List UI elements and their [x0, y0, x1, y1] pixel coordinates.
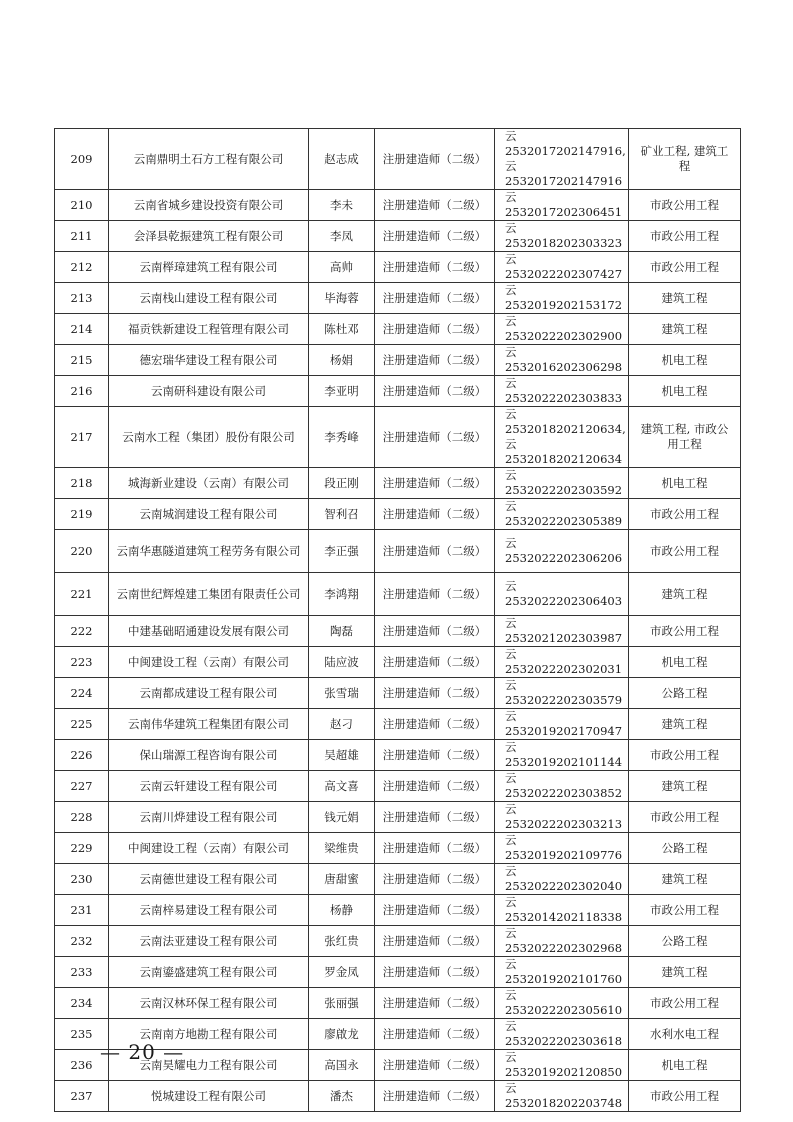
certificate-number-line: 云 2532017202306451 [505, 190, 623, 219]
company-name: 云南都成建设工程有限公司 [109, 678, 309, 709]
specialty [629, 709, 741, 740]
specialty [629, 314, 741, 345]
certificate-number [495, 129, 629, 190]
company-name: 云南德世建设工程有限公司 [109, 864, 309, 895]
table-row [55, 647, 741, 678]
table-row [55, 314, 741, 345]
specialty-line: 市政公用工程 [650, 995, 719, 1010]
certificate-number-line: 云 2532022202307427 [505, 252, 623, 281]
specialty-line: 程 [678, 159, 691, 173]
person-name: 廖啟龙 [309, 1019, 375, 1050]
person-name: 李亚明 [309, 376, 375, 407]
person-name: 赵志成 [309, 129, 375, 190]
person-name: 潘杰 [309, 1081, 375, 1112]
table-row [55, 407, 741, 468]
specialty [629, 129, 741, 190]
certificate-number-line: 云 2532019202153172 [505, 283, 623, 312]
specialty [629, 833, 741, 864]
row-number: 229 [55, 833, 109, 864]
certificate-number-line: 云 2532019202101760 [505, 957, 623, 986]
person-name: 罗金凤 [309, 957, 375, 988]
row-number: 222 [55, 616, 109, 647]
certificate-number [495, 252, 629, 283]
company-name: 云南云轩建设工程有限公司 [109, 771, 309, 802]
row-number: 218 [55, 468, 109, 499]
specialty [629, 407, 741, 468]
person-name: 陆应波 [309, 647, 375, 678]
qualification: 注册建造师（二级） [375, 647, 495, 678]
qualification: 注册建造师（二级） [375, 740, 495, 771]
row-number: 223 [55, 647, 109, 678]
qualification: 注册建造师（二级） [375, 771, 495, 802]
specialty-line: 市政公用工程 [650, 809, 719, 824]
row-number: 225 [55, 709, 109, 740]
table-row [55, 678, 741, 709]
company-name: 福贡铁新建设工程管理有限公司 [109, 314, 309, 345]
person-name: 张丽强 [309, 988, 375, 1019]
company-name: 云南汉林环保工程有限公司 [109, 988, 309, 1019]
certificate-number-line: 云 2532022202305610 [505, 988, 623, 1017]
specialty [629, 740, 741, 771]
table-row [55, 709, 741, 740]
certificate-number-line: 云 2532022202306206 [505, 536, 623, 565]
company-name: 云南梓易建设工程有限公司 [109, 895, 309, 926]
specialty-line: 建筑工程 [661, 871, 708, 886]
specialty-line: 矿业工程, 建筑工 [640, 144, 729, 158]
qualification: 注册建造师（二级） [375, 1081, 495, 1112]
certificate-number [495, 926, 629, 957]
row-number: 209 [55, 129, 109, 190]
specialty [629, 190, 741, 221]
company-name: 云南川烨建设工程有限公司 [109, 802, 309, 833]
certificate-number-line: 云 2532022202302968 [505, 926, 623, 955]
qualification: 注册建造师（二级） [375, 573, 495, 616]
specialty-line: 水利水电工程 [650, 1026, 719, 1041]
page-number: — 20 — [100, 1040, 185, 1064]
table-row [55, 190, 741, 221]
certificate-number-line: 云 2532014202118338 [505, 895, 623, 924]
specialty [629, 957, 741, 988]
specialty [629, 616, 741, 647]
specialty-line: 机电工程 [661, 352, 708, 367]
row-number: 215 [55, 345, 109, 376]
person-name: 钱元娟 [309, 802, 375, 833]
certificate-number-line: 云 2532018202203748 [505, 1081, 623, 1110]
certificate-number [495, 221, 629, 252]
qualification: 注册建造师（二级） [375, 988, 495, 1019]
qualification: 注册建造师（二级） [375, 895, 495, 926]
company-name: 云南昊耀电力工程有限公司 [109, 1050, 309, 1081]
table-row [55, 740, 741, 771]
person-name: 张红贵 [309, 926, 375, 957]
specialty [629, 252, 741, 283]
specialty [629, 345, 741, 376]
specialty-line: 机电工程 [661, 1057, 708, 1072]
certificate-number-line: 云 2532016202306298 [505, 345, 623, 374]
certificate-number [495, 771, 629, 802]
person-name: 杨静 [309, 895, 375, 926]
specialty-line: 建筑工程 [661, 778, 708, 793]
company-name: 德宏瑞华建设工程有限公司 [109, 345, 309, 376]
table-body [55, 129, 741, 1112]
qualification: 注册建造师（二级） [375, 530, 495, 573]
qualification: 注册建造师（二级） [375, 221, 495, 252]
certificate-number [495, 573, 629, 616]
specialty-line: 建筑工程 [661, 321, 708, 336]
certificate-number-line: 云 2532018202120634 [505, 437, 623, 466]
certificate-number-line: 云 2532021202303987 [505, 616, 623, 645]
table-row [55, 283, 741, 314]
specialty-line: 建筑工程 [661, 716, 708, 731]
table-row [55, 1081, 741, 1112]
certificate-number-line: 云 2532018202303323 [505, 221, 623, 250]
qualification: 注册建造师（二级） [375, 616, 495, 647]
qualification: 注册建造师（二级） [375, 678, 495, 709]
row-number: 234 [55, 988, 109, 1019]
specialty-line: 机电工程 [661, 475, 708, 490]
certificate-number [495, 895, 629, 926]
qualification: 注册建造师（二级） [375, 802, 495, 833]
company-name: 云南城润建设工程有限公司 [109, 499, 309, 530]
certificate-number [495, 957, 629, 988]
certificate-number-line: 云 2532019202170947 [505, 709, 623, 738]
specialty [629, 1081, 741, 1112]
person-name: 李鸿翔 [309, 573, 375, 616]
person-name: 唐甜蜜 [309, 864, 375, 895]
person-name: 张雪瑞 [309, 678, 375, 709]
certificate-number [495, 468, 629, 499]
company-name: 云南华惠隧道建筑工程劳务有限公司 [109, 530, 309, 573]
specialty-line: 市政公用工程 [650, 197, 719, 212]
table-row [55, 530, 741, 573]
certificate-number [495, 407, 629, 468]
qualification: 注册建造师（二级） [375, 957, 495, 988]
table-row [55, 833, 741, 864]
qualification: 注册建造师（二级） [375, 376, 495, 407]
qualification: 注册建造师（二级） [375, 468, 495, 499]
certificate-number [495, 616, 629, 647]
specialty-line: 市政公用工程 [650, 747, 719, 762]
specialty-line: 公路工程 [661, 685, 708, 700]
company-name: 云南鎏盛建筑工程有限公司 [109, 957, 309, 988]
qualification: 注册建造师（二级） [375, 1050, 495, 1081]
specialty-line: 用工程 [667, 437, 702, 451]
row-number: 221 [55, 573, 109, 616]
certificate-number-line: 云 2532017202147916, [505, 129, 626, 158]
person-name: 智利召 [309, 499, 375, 530]
row-number: 210 [55, 190, 109, 221]
specialty-line: 市政公用工程 [650, 228, 719, 243]
table-row [55, 252, 741, 283]
table-row [55, 499, 741, 530]
company-name: 会泽县乾振建筑工程有限公司 [109, 221, 309, 252]
specialty [629, 771, 741, 802]
company-name: 云南世纪辉煌建工集团有限责任公司 [109, 573, 309, 616]
table-row [55, 895, 741, 926]
person-name: 李未 [309, 190, 375, 221]
company-name: 云南研科建设有限公司 [109, 376, 309, 407]
row-number: 214 [55, 314, 109, 345]
company-name: 中闽建设工程（云南）有限公司 [109, 647, 309, 678]
row-number: 226 [55, 740, 109, 771]
company-name: 云南榉璋建筑工程有限公司 [109, 252, 309, 283]
certificate-number-line: 云 2532022202303618 [505, 1019, 623, 1048]
row-number: 231 [55, 895, 109, 926]
specialty [629, 1050, 741, 1081]
person-name: 陈杜邓 [309, 314, 375, 345]
specialty-line: 建筑工程, 市政公 [640, 422, 729, 436]
specialty-line: 建筑工程 [661, 586, 708, 601]
specialty [629, 864, 741, 895]
registrant-table [54, 128, 741, 1112]
company-name: 云南水工程（集团）股份有限公司 [109, 407, 309, 468]
certificate-number-line: 云 2532022202302031 [505, 647, 623, 676]
specialty [629, 376, 741, 407]
specialty [629, 678, 741, 709]
specialty-line: 市政公用工程 [650, 1088, 719, 1103]
qualification: 注册建造师（二级） [375, 345, 495, 376]
row-number: 212 [55, 252, 109, 283]
certificate-number [495, 864, 629, 895]
person-name: 吴超雄 [309, 740, 375, 771]
specialty-line: 市政公用工程 [650, 902, 719, 917]
person-name: 李正强 [309, 530, 375, 573]
person-name: 陶磊 [309, 616, 375, 647]
certificate-number [495, 647, 629, 678]
company-name: 悦城建设工程有限公司 [109, 1081, 309, 1112]
certificate-number [495, 314, 629, 345]
specialty-line: 市政公用工程 [650, 259, 719, 274]
specialty [629, 499, 741, 530]
specialty [629, 895, 741, 926]
table-row [55, 802, 741, 833]
certificate-number-line: 云 2532022202303592 [505, 468, 623, 497]
row-number: 227 [55, 771, 109, 802]
specialty-line: 建筑工程 [661, 964, 708, 979]
certificate-number-line: 云 2532022202303579 [505, 678, 623, 707]
certificate-number [495, 740, 629, 771]
company-name: 保山瑞源工程咨询有限公司 [109, 740, 309, 771]
certificate-number-line: 云 2532022202303213 [505, 802, 623, 831]
table-row [55, 957, 741, 988]
person-name: 高帅 [309, 252, 375, 283]
table-row [55, 926, 741, 957]
row-number: 230 [55, 864, 109, 895]
specialty [629, 1019, 741, 1050]
specialty [629, 573, 741, 616]
specialty-line: 建筑工程 [661, 290, 708, 305]
row-number: 228 [55, 802, 109, 833]
company-name: 云南省城乡建设投资有限公司 [109, 190, 309, 221]
certificate-number-line: 云 2532019202120850 [505, 1050, 623, 1079]
person-name: 梁维贵 [309, 833, 375, 864]
certificate-number-line: 云 2532022202302040 [505, 864, 623, 893]
row-number: 211 [55, 221, 109, 252]
certificate-number [495, 345, 629, 376]
specialty-line: 公路工程 [661, 840, 708, 855]
table-row [55, 616, 741, 647]
certificate-number-line: 云 2532019202109776 [505, 833, 623, 862]
row-number: 232 [55, 926, 109, 957]
table-row [55, 129, 741, 190]
qualification: 注册建造师（二级） [375, 864, 495, 895]
person-name: 高文喜 [309, 771, 375, 802]
specialty [629, 468, 741, 499]
row-number: 219 [55, 499, 109, 530]
certificate-number-line: 云 2532018202120634, [505, 407, 626, 436]
qualification: 注册建造师（二级） [375, 407, 495, 468]
specialty [629, 988, 741, 1019]
company-name: 城海新业建设（云南）有限公司 [109, 468, 309, 499]
person-name: 段正刚 [309, 468, 375, 499]
certificate-number [495, 1019, 629, 1050]
certificate-number [495, 988, 629, 1019]
specialty [629, 647, 741, 678]
qualification: 注册建造师（二级） [375, 1019, 495, 1050]
company-name: 云南南方地勘工程有限公司 [109, 1019, 309, 1050]
certificate-number-line: 云 2532017202147916 [505, 159, 623, 188]
specialty-line: 机电工程 [661, 383, 708, 398]
certificate-number [495, 1081, 629, 1112]
certificate-number [495, 709, 629, 740]
company-name: 云南鼎明土石方工程有限公司 [109, 129, 309, 190]
certificate-number-line: 云 2532022202305389 [505, 499, 623, 528]
certificate-number [495, 530, 629, 573]
qualification: 注册建造师（二级） [375, 190, 495, 221]
specialty-line: 市政公用工程 [650, 623, 719, 638]
qualification: 注册建造师（二级） [375, 833, 495, 864]
specialty [629, 283, 741, 314]
specialty-line: 市政公用工程 [650, 543, 719, 558]
qualification: 注册建造师（二级） [375, 499, 495, 530]
person-name: 高国永 [309, 1050, 375, 1081]
table-row [55, 771, 741, 802]
row-number: 224 [55, 678, 109, 709]
table-row [55, 468, 741, 499]
table-row [55, 221, 741, 252]
specialty [629, 221, 741, 252]
table-row [55, 988, 741, 1019]
row-number: 233 [55, 957, 109, 988]
specialty-line: 公路工程 [661, 933, 708, 948]
certificate-number-line: 云 2532022202303852 [505, 771, 623, 800]
specialty [629, 802, 741, 833]
person-name: 李凤 [309, 221, 375, 252]
table-row [55, 864, 741, 895]
qualification: 注册建造师（二级） [375, 252, 495, 283]
specialty-line: 机电工程 [661, 654, 708, 669]
specialty-line: 市政公用工程 [650, 506, 719, 521]
row-number: 235 [55, 1019, 109, 1050]
qualification: 注册建造师（二级） [375, 314, 495, 345]
company-name: 中闽建设工程（云南）有限公司 [109, 833, 309, 864]
row-number: 213 [55, 283, 109, 314]
qualification: 注册建造师（二级） [375, 709, 495, 740]
certificate-number [495, 190, 629, 221]
certificate-number [495, 678, 629, 709]
person-name: 赵刁 [309, 709, 375, 740]
qualification: 注册建造师（二级） [375, 283, 495, 314]
company-name: 云南伟华建筑工程集团有限公司 [109, 709, 309, 740]
person-name: 李秀峰 [309, 407, 375, 468]
certificate-number [495, 833, 629, 864]
certificate-number-line: 云 2532022202302900 [505, 314, 623, 343]
row-number: 217 [55, 407, 109, 468]
certificate-number [495, 1050, 629, 1081]
table-row [55, 345, 741, 376]
table-row [55, 573, 741, 616]
certificate-number-line: 云 2532022202303833 [505, 376, 623, 405]
row-number: 236 [55, 1050, 109, 1081]
certificate-number-line: 云 2532019202101144 [505, 740, 623, 769]
certificate-number [495, 802, 629, 833]
qualification: 注册建造师（二级） [375, 926, 495, 957]
certificate-number [495, 376, 629, 407]
certificate-number-line: 云 2532022202306403 [505, 579, 623, 608]
company-name: 云南栈山建设工程有限公司 [109, 283, 309, 314]
table-row [55, 376, 741, 407]
row-number: 237 [55, 1081, 109, 1112]
person-name: 毕海蓉 [309, 283, 375, 314]
certificate-number [495, 499, 629, 530]
qualification: 注册建造师（二级） [375, 129, 495, 190]
certificate-number [495, 283, 629, 314]
person-name: 杨娟 [309, 345, 375, 376]
company-name: 中建基础昭通建设发展有限公司 [109, 616, 309, 647]
specialty [629, 530, 741, 573]
row-number: 220 [55, 530, 109, 573]
specialty [629, 926, 741, 957]
row-number: 216 [55, 376, 109, 407]
company-name: 云南法亚建设工程有限公司 [109, 926, 309, 957]
